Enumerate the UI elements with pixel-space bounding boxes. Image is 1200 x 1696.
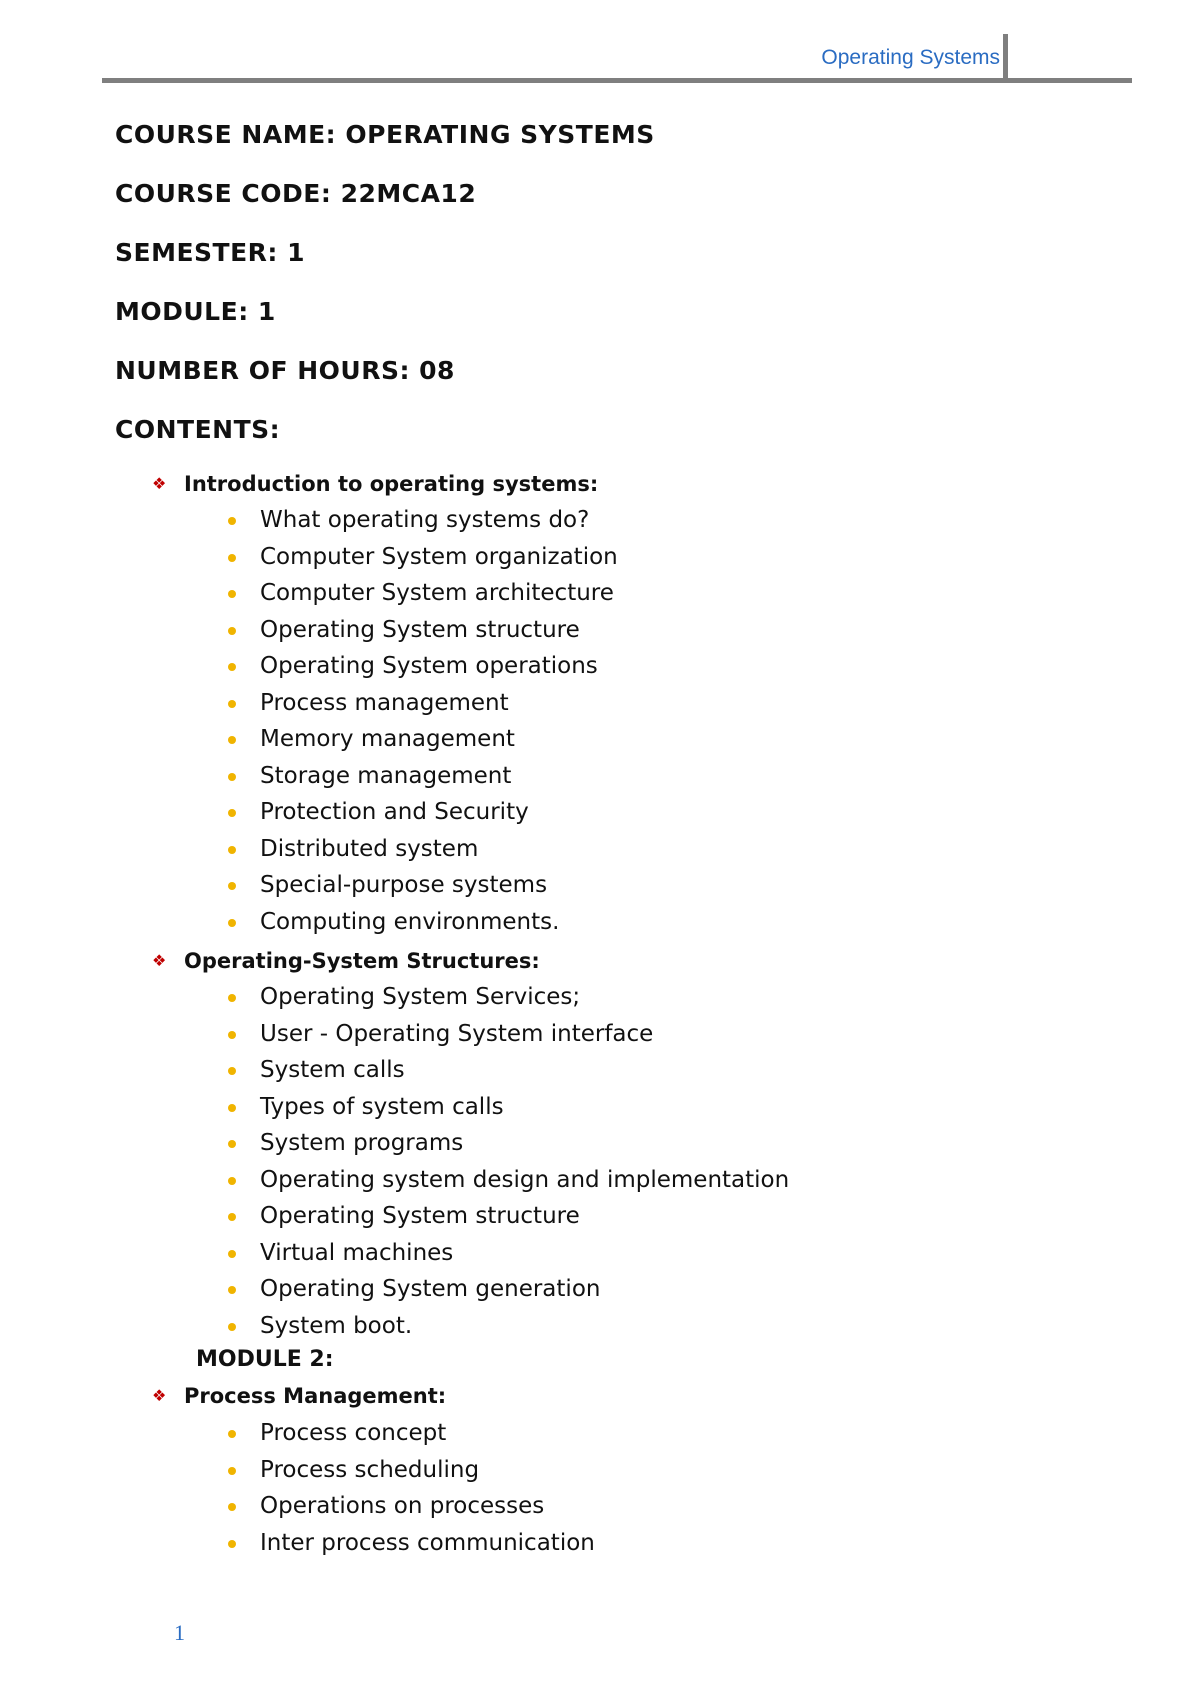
list-item: Process scheduling <box>222 1452 595 1489</box>
list-item: Inter process communication <box>222 1525 595 1562</box>
header-rule <box>102 78 1132 83</box>
list-item: Computer System architecture <box>222 575 618 612</box>
list-item: Special-purpose systems <box>222 867 618 904</box>
list-item: Operating System generation <box>222 1271 789 1308</box>
list-item: Operating System structure <box>222 1198 789 1235</box>
diamond-icon: ❖ <box>152 951 167 970</box>
list-item: System calls <box>222 1052 789 1089</box>
bullet-icon <box>228 1213 236 1221</box>
bullet-icon <box>228 994 236 1002</box>
bullet-icon <box>228 1323 236 1331</box>
course-code: COURSE CODE: 22MCA12 <box>115 179 477 208</box>
header-title: Operating Systems <box>821 46 1000 69</box>
number-of-hours: NUMBER OF HOURS: 08 <box>115 356 455 385</box>
semester: SEMESTER: 1 <box>115 238 306 267</box>
list-item: What operating systems do? <box>222 502 618 539</box>
bullet-icon <box>228 809 236 817</box>
bullet-icon <box>228 1140 236 1148</box>
bullet-icon <box>228 700 236 708</box>
bullet-icon <box>228 627 236 635</box>
bullet-icon <box>228 1503 236 1511</box>
section-title: Process Management <box>184 1384 438 1408</box>
bullet-icon <box>228 1177 236 1185</box>
list-item: Computer System organization <box>222 539 618 576</box>
section-list-process <box>222 1415 595 1561</box>
list-item: Operating System Services; <box>222 979 789 1016</box>
section-heading-intro: ❖ Introduction to operating systems: <box>152 472 599 496</box>
bullet-icon <box>228 554 236 562</box>
bullet-icon <box>228 663 236 671</box>
bullet-icon <box>228 1286 236 1294</box>
list-item: Operating System operations <box>222 648 618 685</box>
section-title: Introduction to operating systems <box>184 472 590 496</box>
list-item: Process concept <box>222 1415 595 1452</box>
list-item: Types of system calls <box>222 1089 789 1126</box>
bullet-icon <box>228 1104 236 1112</box>
list-item: Computing environments. <box>222 904 618 941</box>
section-heading-process: ❖ Process Management: <box>152 1384 447 1408</box>
list-item: Operating System structure <box>222 612 618 649</box>
section-heading-structures: ❖ Operating-System Structures: <box>152 949 540 973</box>
bullet-icon <box>228 1031 236 1039</box>
diamond-icon: ❖ <box>152 1386 167 1405</box>
bullet-icon <box>228 1067 236 1075</box>
list-item: Storage management <box>222 758 618 795</box>
module: MODULE: 1 <box>115 297 276 326</box>
bullet-icon <box>228 1540 236 1548</box>
list-item: Distributed system <box>222 831 618 868</box>
module-2-heading: MODULE 2: <box>196 1347 334 1372</box>
section-title: Operating-System Structures <box>184 949 532 973</box>
diamond-icon: ❖ <box>152 474 167 493</box>
bullet-icon <box>228 1250 236 1258</box>
contents-heading: CONTENTS: <box>115 415 281 444</box>
page-number: 1 <box>174 1620 185 1645</box>
bullet-icon <box>228 736 236 744</box>
bullet-icon <box>228 919 236 927</box>
section-list-intro <box>222 502 618 940</box>
list-item: Virtual machines <box>222 1235 789 1272</box>
list-item: Process management <box>222 685 618 722</box>
bullet-icon <box>228 773 236 781</box>
list-item: Operations on processes <box>222 1488 595 1525</box>
bullet-icon <box>228 590 236 598</box>
list-item: Protection and Security <box>222 794 618 831</box>
header-divider <box>1003 34 1008 82</box>
bullet-icon <box>228 1467 236 1475</box>
bullet-icon <box>228 1430 236 1438</box>
list-item: User - Operating System interface <box>222 1016 789 1053</box>
course-name: COURSE NAME: OPERATING SYSTEMS <box>115 120 655 149</box>
list-item: Operating system design and implementation <box>222 1162 789 1199</box>
bullet-icon <box>228 517 236 525</box>
list-item: Memory management <box>222 721 618 758</box>
list-item: System programs <box>222 1125 789 1162</box>
bullet-icon <box>228 846 236 854</box>
section-list-structures <box>222 979 789 1344</box>
list-item: System boot. <box>222 1308 789 1345</box>
bullet-icon <box>228 882 236 890</box>
